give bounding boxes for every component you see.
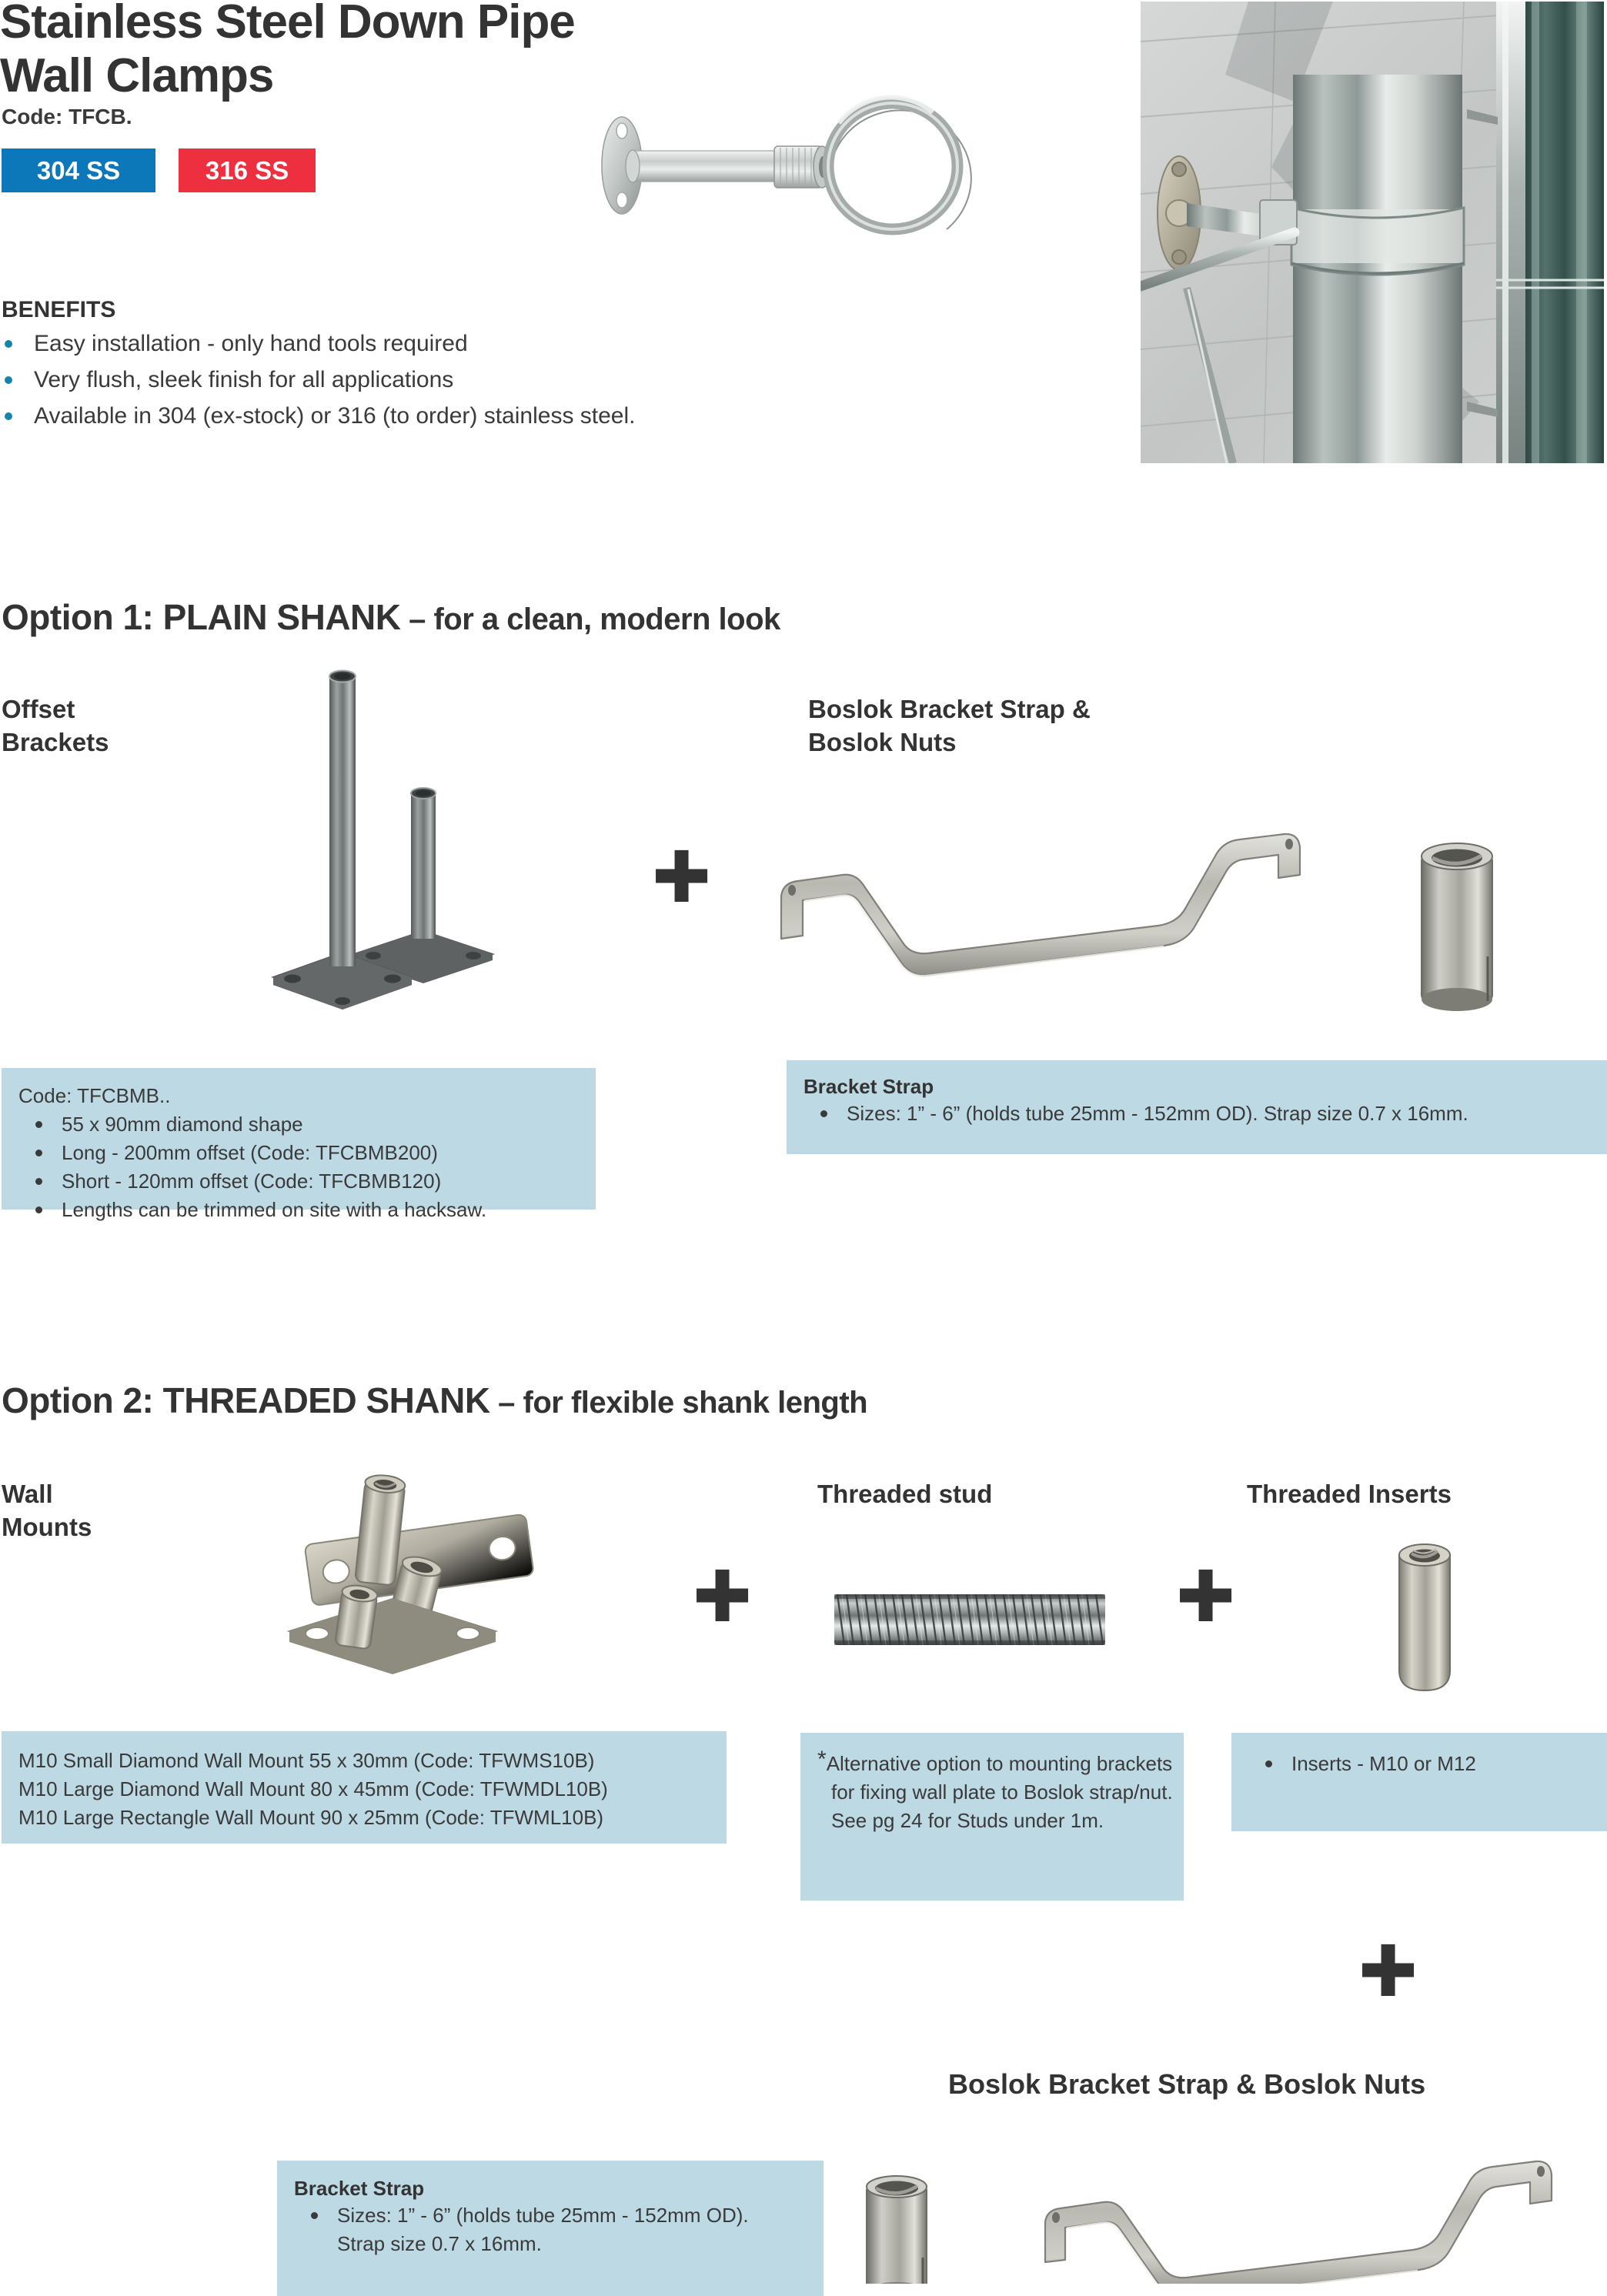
bullet-icon [5, 412, 12, 420]
offset-code: Code: TFCBMB.. [18, 1084, 171, 1107]
boslok-strap-nut-photo [758, 827, 1605, 1020]
benefits-list [2, 331, 925, 439]
plus-icon: ✚ [652, 839, 712, 917]
inserts-bullet: Inserts - M10 or M12 [1248, 1750, 1607, 1778]
option2-heading-tail: – for flexible shank length [489, 1386, 868, 1420]
bullet-icon [5, 376, 12, 384]
bracket-strap-line1: Sizes: 1” - 6” (holds tube 25mm - 152mm OD). [337, 2204, 749, 2227]
label-threaded-inserts: Threaded Inserts [1247, 1480, 1452, 1508]
wall-mount-line: M10 Large Diamond Wall Mount 80 x 45mm (Code: TFWMDL10B) [18, 1777, 608, 1800]
benefit-item [2, 331, 925, 356]
wall-mount-line: M10 Small Diamond Wall Mount 55 x 30mm (Code: TFWMS10B) [18, 1749, 595, 1772]
label-wall-mounts [2, 1477, 92, 1543]
installation-photo [1141, 2, 1604, 463]
plus-icon: ✚ [1176, 1558, 1236, 1637]
bullet-icon [5, 340, 12, 348]
label-boslok-line1: Boslok Bracket Strap & [808, 695, 1091, 723]
benefit-text: Available in 304 (ex-stock) or 316 (to order) stainless steel. [34, 403, 636, 429]
wall-mount-line: M10 Large Rectangle Wall Mount 90 x 25mm (Code: TFWML10B) [18, 1806, 604, 1829]
plus-icon: ✚ [1358, 1933, 1418, 2011]
benefits-heading: BENEFITS [2, 297, 116, 322]
offset-brackets-info-box [2, 1068, 596, 1221]
label-offset-line2: Brackets [2, 728, 109, 756]
bracket-strap-line2: Strap size 0.7 x 16mm. [337, 2232, 542, 2255]
benefit-text: Very flush, sleek finish for all applications [34, 367, 454, 392]
threaded-stud-info-box [800, 1733, 1184, 1901]
threaded-inserts-info-box [1231, 1733, 1607, 1831]
badge-316-ss: 316 SS [179, 149, 316, 192]
badge-304-ss: 304 SS [2, 149, 155, 192]
threaded-stud-photo [824, 1577, 1116, 1662]
bracket-strap-info-box [787, 1060, 1607, 1154]
offset-bullet: Long - 200mm offset (Code: TFCBMB200) [18, 1139, 588, 1167]
option1-heading-lead: Option 1: PLAIN SHANK [2, 597, 401, 637]
offset-bullet: Lengths can be trimmed on site with a hacksaw. [18, 1196, 588, 1224]
bracket-strap-bullet: Sizes: 1” - 6” (holds tube 25mm - 152mm OD). Strap size 0.7 x 16mm. [804, 1100, 1605, 1128]
threaded-stud-note: Alternative option to mounting brackets for fixing wall plate to Boslok strap/nut. See pg 24 for Studs under 1m. [826, 1752, 1173, 1832]
wall-mounts-info-box [2, 1731, 727, 1844]
label-threaded-stud: Threaded stud [817, 1480, 993, 1508]
asterisk-marker: * [817, 1747, 827, 1772]
label-offset-line1: Offset [2, 695, 75, 723]
benefit-text: Easy installation - only hand tools required [34, 331, 468, 356]
boslok-strap-nut-photo-bottom [847, 2145, 1607, 2284]
benefit-item [2, 403, 925, 429]
option1-heading [2, 596, 780, 638]
bracket-strap-bullet [294, 2201, 816, 2258]
threaded-insert-photo [1370, 1535, 1493, 1704]
page-title-line2: Wall Clamps [0, 49, 274, 102]
label-wall-line1: Wall [2, 1480, 53, 1508]
option1-heading-tail: – for a clean, modern look [400, 602, 780, 636]
offset-bullet: Short - 120mm offset (Code: TFCBMB120) [18, 1167, 588, 1196]
label-offset-brackets [2, 692, 109, 759]
option2-heading [2, 1380, 867, 1421]
label-wall-line2: Mounts [2, 1513, 92, 1541]
clamp-product-photo [585, 83, 1077, 237]
wall-mounts-photo [215, 1462, 616, 1708]
benefit-item [2, 367, 925, 392]
product-code: Code: TFCB. [2, 105, 132, 128]
bracket-strap-title: Bracket Strap [804, 1075, 934, 1098]
page-title-line1: Stainless Steel Down Pipe [0, 0, 575, 48]
offset-bullet: 55 x 90mm diamond shape [18, 1110, 588, 1139]
bracket-strap-title: Bracket Strap [294, 2177, 425, 2200]
bracket-strap-info-box-bottom [277, 2161, 824, 2296]
label-boslok-strap-nuts [808, 692, 1091, 759]
label-boslok-line2: Boslok Nuts [808, 728, 957, 756]
offset-brackets-photo [231, 654, 554, 1016]
label-boslok-strap-nuts-bottom: Boslok Bracket Strap & Boslok Nuts [948, 2068, 1426, 2100]
plus-icon: ✚ [693, 1558, 753, 1637]
option2-heading-lead: Option 2: THREADED SHANK [2, 1380, 490, 1420]
